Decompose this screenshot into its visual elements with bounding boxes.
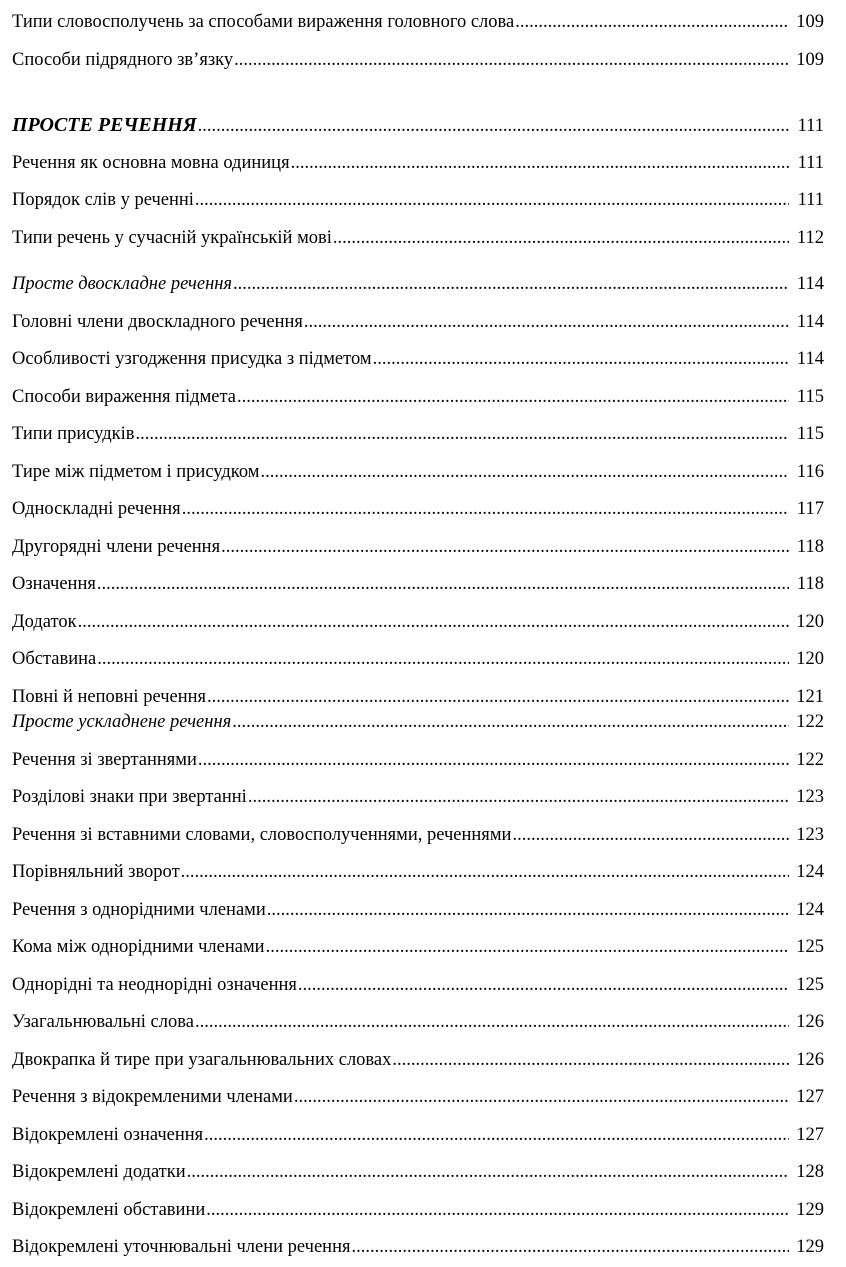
toc-entry-page: 109 [796, 12, 824, 32]
toc-entry[interactable] [12, 929, 824, 967]
toc-entry[interactable] [12, 641, 824, 679]
toc-entry[interactable] [12, 742, 824, 780]
toc-entry-page: 123 [796, 824, 824, 845]
toc-entry-title: Порівняльний зворот [12, 862, 180, 882]
toc-leader-dots [373, 341, 789, 379]
toc-entry-page: 118 [796, 574, 824, 594]
toc-leader-dots [204, 1117, 789, 1155]
toc-leader-dots [97, 641, 789, 679]
toc-entry[interactable] [12, 416, 824, 454]
toc-subchapter-page: 114 [796, 274, 824, 294]
toc-entry-page: 112 [796, 227, 824, 248]
toc-entry-page: 111 [797, 190, 824, 210]
toc-entry-title: Порядок слів у реченні [12, 190, 194, 210]
toc-entry-page: 124 [796, 899, 824, 920]
toc-entry[interactable] [12, 182, 824, 220]
toc-leader-dots [78, 604, 789, 642]
toc-entry[interactable] [12, 967, 824, 1005]
toc-entry[interactable] [12, 892, 824, 930]
toc-entry[interactable] [12, 4, 824, 42]
toc-entry-page: 115 [796, 386, 824, 407]
toc-entry[interactable] [12, 145, 824, 183]
toc-entry-title: Означення [12, 574, 96, 594]
toc-entry-title: Однорідні та неоднорідні означення [12, 974, 297, 995]
toc-entry-title: Розділові знаки при звертанні [12, 787, 247, 807]
toc-entry-title: Кома між однорідними членами [12, 937, 265, 957]
toc-leader-dots [195, 1004, 789, 1042]
toc-entry-page: 126 [796, 1049, 824, 1070]
toc-entry[interactable] [12, 529, 824, 567]
toc-leader-dots [195, 182, 789, 220]
toc-leader-dots [187, 1154, 789, 1192]
toc-entry-title: Речення як основна мовна одиниця [12, 152, 290, 173]
toc-leader-dots [234, 42, 789, 80]
toc-leader-dots [206, 1192, 789, 1230]
toc-entry-page: 125 [796, 974, 824, 995]
toc-entry[interactable] [12, 1117, 824, 1155]
toc-entry-title: Способи вираження підмета [12, 386, 237, 407]
toc-entry-page: 127 [796, 1087, 824, 1107]
toc-leader-dots [221, 529, 789, 567]
toc-entry-title: Узагальнювальні слова [12, 1012, 194, 1032]
toc-entry-page: 129 [796, 1199, 824, 1220]
toc-entry-title: Речення зі вставними словами, словосполученнями, реченнями [12, 824, 512, 845]
toc-entry[interactable] [12, 379, 824, 417]
toc-entry[interactable] [12, 1079, 824, 1117]
toc-entry[interactable] [12, 817, 824, 855]
toc-entry-page: 118 [796, 536, 824, 557]
toc-entry[interactable] [12, 1229, 824, 1267]
toc-entry-page: 125 [796, 937, 824, 957]
toc-entry-title: Обставина [12, 649, 97, 669]
toc-leader-dots [248, 779, 789, 817]
toc-entry-title: Відокремлені означення [12, 1124, 204, 1145]
toc-subchapter-heading[interactable] [12, 266, 824, 304]
toc-entry[interactable] [12, 779, 824, 817]
toc-leader-dots [237, 379, 789, 417]
toc-subchapter-page: 122 [796, 712, 824, 732]
toc-entry-page: 116 [796, 461, 824, 482]
toc-leader-dots [233, 266, 789, 304]
toc-entry-page: 120 [796, 649, 824, 669]
toc-entry-title: Типи присудків [12, 424, 135, 444]
toc-entry[interactable] [12, 566, 824, 604]
toc-entry[interactable] [12, 220, 824, 258]
toc-entry-title: Односкладні речення [12, 499, 181, 519]
toc-section-syntax-phrases [12, 4, 824, 79]
toc-entry-page: 109 [796, 49, 824, 70]
toc-entry-title: Особливості узгодження присудка з підметом [12, 349, 372, 369]
toc-entry-title: Додаток [12, 611, 77, 632]
toc-subchapter-title: Просте ускладнене речення [12, 712, 232, 732]
toc-entry-title: Двокрапка й тире при узагальнювальних словах [12, 1049, 392, 1070]
toc-leader-dots [515, 4, 789, 42]
toc-leader-dots [304, 304, 789, 342]
toc-leader-dots [198, 742, 789, 780]
toc-leader-dots [266, 929, 789, 967]
toc-entry-title: Другорядні члени речення [12, 536, 221, 557]
toc-leader-dots [512, 817, 789, 855]
toc-entry[interactable] [12, 42, 824, 80]
toc-subchapter-heading[interactable] [12, 704, 824, 742]
toc-entry[interactable] [12, 341, 824, 379]
toc-entry[interactable] [12, 304, 824, 342]
toc-entry[interactable] [12, 1042, 824, 1080]
table-of-contents [12, 0, 824, 1257]
toc-entry-page: 128 [796, 1162, 824, 1182]
toc-leader-dots [333, 220, 789, 258]
toc-leader-dots [294, 1079, 789, 1117]
toc-entry-title: Тире між підметом і присудком [12, 461, 260, 482]
toc-entry[interactable] [12, 1154, 824, 1192]
toc-entry-page: 124 [796, 862, 824, 882]
toc-entry-page: 123 [796, 787, 824, 807]
toc-entry-title: Речення з відокремленими членами [12, 1087, 293, 1107]
toc-entry-page: 114 [796, 349, 824, 369]
toc-entry-title: Відокремлені обставини [12, 1199, 206, 1220]
toc-leader-dots [267, 892, 789, 930]
toc-entry[interactable] [12, 454, 824, 492]
toc-entry-page: 121 [796, 686, 824, 707]
toc-entry-page: 120 [796, 611, 824, 632]
toc-entry-title: Головні члени двоскладного речення [12, 311, 303, 332]
toc-entry-page: 127 [796, 1124, 824, 1145]
toc-leader-dots [352, 1229, 790, 1267]
toc-leader-dots [182, 491, 789, 529]
toc-entry-page: 117 [796, 499, 824, 519]
toc-entry-page: 122 [796, 749, 824, 770]
toc-entry[interactable] [12, 604, 824, 642]
toc-section-two-part-sentence [12, 266, 824, 716]
toc-entry-title: Відокремлені уточнювальні члени речення [12, 1237, 351, 1257]
toc-leader-dots [298, 967, 789, 1005]
toc-entry-page: 111 [797, 152, 824, 173]
toc-entry-page: 129 [796, 1237, 824, 1257]
toc-chapter-title: ПРОСТЕ РЕЧЕННЯ [12, 114, 197, 136]
toc-entry[interactable] [12, 1192, 824, 1230]
toc-leader-dots [232, 704, 789, 742]
toc-entry[interactable] [12, 1004, 824, 1042]
toc-leader-dots [291, 145, 789, 183]
toc-leader-dots [260, 454, 789, 492]
toc-leader-dots [136, 416, 789, 454]
toc-entry-page: 126 [796, 1012, 824, 1032]
toc-subchapter-title: Просте двоскладне речення [12, 274, 233, 294]
toc-entry-title: Типи речень у сучасній українській мові [12, 227, 332, 248]
toc-leader-dots [198, 108, 789, 146]
toc-section-simple-sentence [12, 107, 824, 257]
toc-entry-title: Речення з однорідними членами [12, 899, 266, 920]
toc-leader-dots [97, 566, 789, 604]
toc-entry-title: Способи підрядного зв’язку [12, 49, 234, 70]
toc-section-complicated-sentence [12, 704, 824, 1267]
toc-entry[interactable] [12, 491, 824, 529]
toc-leader-dots [392, 1042, 789, 1080]
toc-entry-page: 115 [796, 424, 824, 444]
toc-entry-page: 114 [796, 311, 824, 332]
toc-entry[interactable] [12, 854, 824, 892]
toc-chapter-heading[interactable] [12, 107, 824, 145]
toc-entry-title: Повні й неповні речення [12, 686, 207, 707]
toc-chapter-page: 111 [797, 116, 824, 136]
toc-entry-title: Відокремлені додатки [12, 1162, 186, 1182]
toc-entry-title: Типи словосполучень за способами вираження головного слова [12, 12, 515, 32]
toc-entry-title: Речення зі звертаннями [12, 749, 197, 770]
toc-leader-dots [181, 854, 789, 892]
